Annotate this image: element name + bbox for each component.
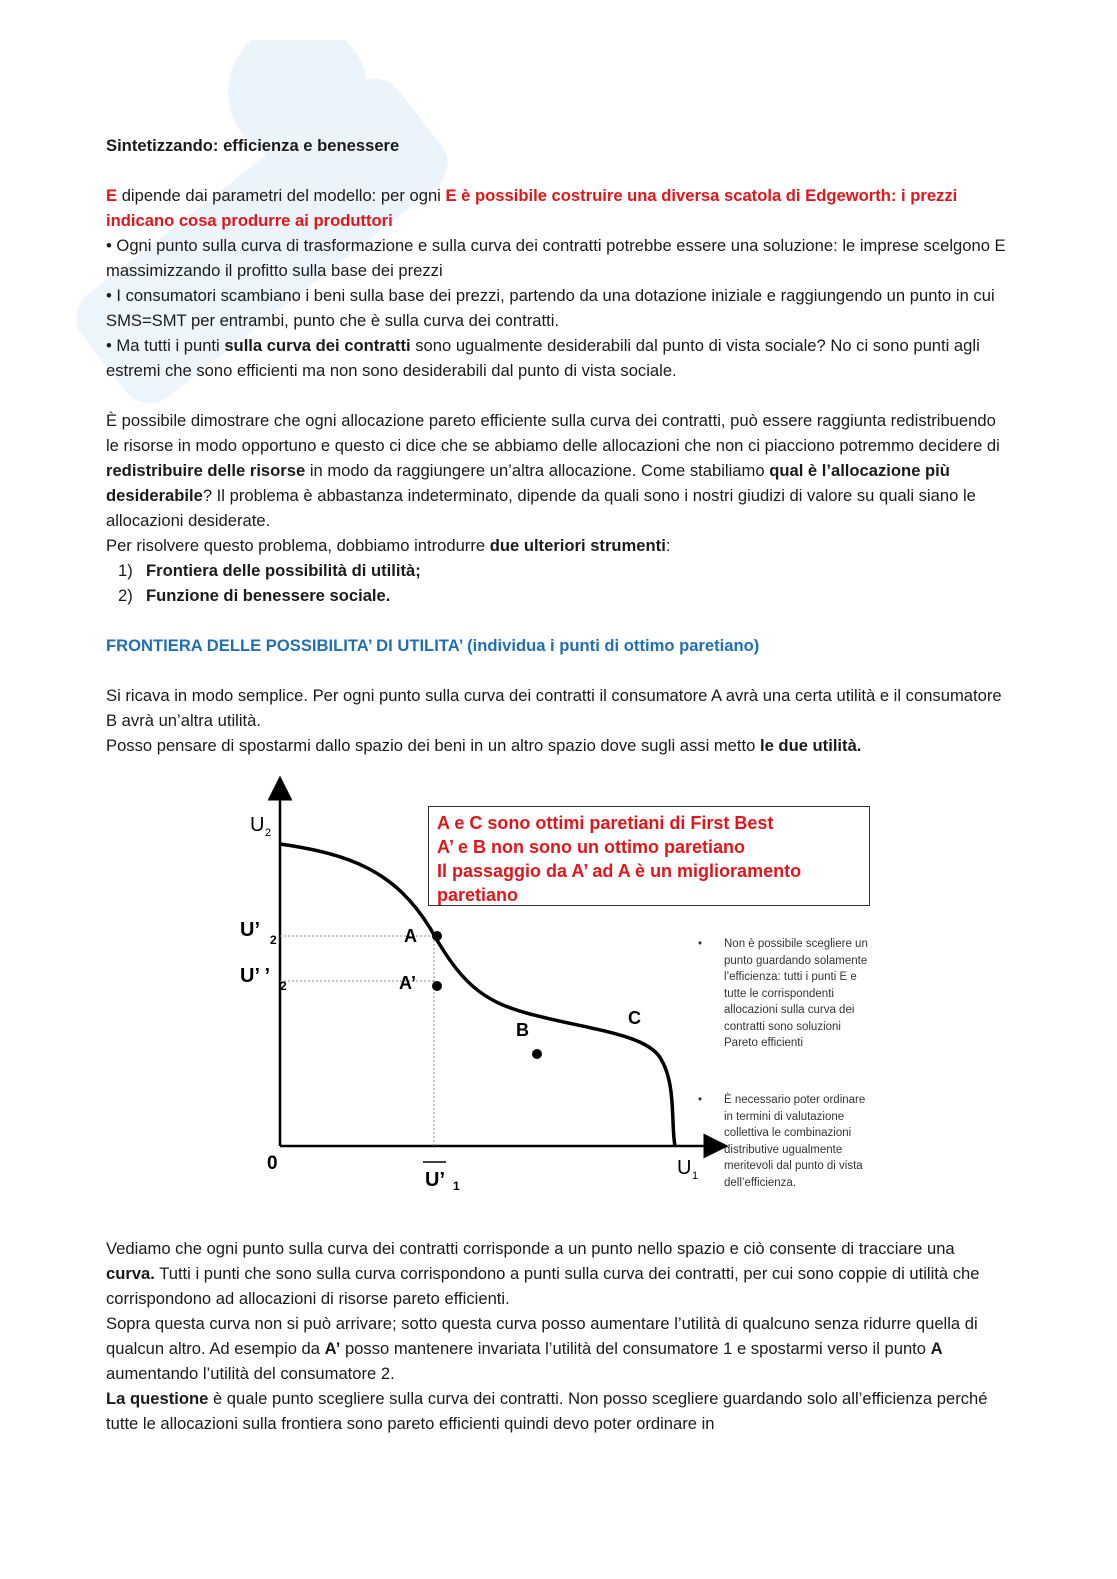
paragraph-curve: Vediamo che ogni punto sulla curva dei contratti corrisponde a un punto nello spazio e ciò consente di tracciare una curva. Tutti i punti che sono sulla curva corrispondono a punti sulla curva dei contratti, per cui sono coppie di utilità che corrispondono ad allocazioni di risorse pareto efficienti. Sopra questa curva non si può arrivare; sotto questa curva posso aumentare l’utilità di qualcuno senza ridurre quella di qualcun altro. Ad esempio da A’ posso mantenere invariata l’utilità del consumatore 1 e spostarmi verso il punto A aumentando l’utilità del consumatore 2. La questione è quale punto scegliere sulla curva dei contratti. Non posso scegliere guardando solo all’efficienza perché tutte le allocazioni sulla frontiera sono pareto efficienti quindi devo poter ordinare in <box>106 1239 988 1433</box>
u2-axis-sub: 2 <box>265 827 272 839</box>
u-prime-1-sub: 1 <box>453 1179 460 1193</box>
list-item: 1) Frontiera delle possibilità di utilità; <box>118 561 421 580</box>
section-heading: FRONTIERA DELLE POSSIBILITA’ DI UTILITA’ (individua i punti di ottimo paretiano) <box>106 636 760 655</box>
u1-axis-label: U <box>677 1157 692 1179</box>
bullet-2: • I consumatori scambiano i beni sulla base dei prezzi, partendo da una dotazione iniziale e raggiungendo un punto in cui SMS=SMT per entrambi, punto che è sulla curva dei contratti. <box>106 286 995 330</box>
u-dprime-2-sub: 2 <box>280 979 287 993</box>
point-a-label: A <box>404 926 417 946</box>
intro-text: dipende dai parametri del modello: per ogni <box>117 186 446 205</box>
legend-line: paretiano <box>437 885 519 905</box>
legend-line: Il passaggio da A’ ad A è un miglioramento <box>437 861 802 881</box>
legend-line: A e C sono ottimi paretiani di First Best <box>437 813 774 833</box>
point-a-marker <box>432 931 442 941</box>
point-b-label: B <box>516 1020 529 1040</box>
note-efficiency: • Non è possibile scegliere un punto guardando solamente l’efficienza: tutti i punti E e tutte le corrispondenti allocazioni sulla curva dei contratti sono soluzioni Pareto efficienti <box>698 938 868 1049</box>
point-b-marker <box>532 1049 542 1059</box>
u-prime-2-label: U’ <box>240 919 260 941</box>
tools-list <box>112 558 1006 608</box>
intro-e: E <box>106 186 118 205</box>
u2-axis-label: U <box>250 814 265 836</box>
legend-line: A’ e B non sono un ottimo paretiano <box>437 837 746 857</box>
paragraph-redistribution: È possibile dimostrare che ogni allocazione pareto efficiente sulla curva dei contratti, può essere raggiunta redistribuendo le risorse in modo opportuno e questo ci dice che se abbiamo delle allocazioni che non ci piacciono potremmo decidere di redistribuire delle risorse in modo da raggiungere un’altra allocazione. Come stabiliamo qual è l’allocazione più desiderabile? Il problema è abbastanza indeterminato, dipende da quali sono i nostri giudizi di valore su quali siano le allocazioni desiderate. Per risolvere questo problema, dobbiamo introdurre due ulteriori strumenti: 1) Frontiera delle possibilità di utilità; 2) Funzione di benessere sociale. <box>106 408 1006 608</box>
u-dprime-2-label: U’ ’ <box>240 965 271 987</box>
u1-axis-sub: 1 <box>692 1170 699 1182</box>
u-prime-1-label: U’ <box>425 1169 445 1191</box>
u-prime-2-sub: 2 <box>270 933 277 947</box>
legend-box <box>428 806 870 906</box>
note-collective-valuation: • È necessario poter ordinare in termini di valutazione collettiva le combinazioni distributive ugualmente meritevoli dal punto di vista dell’efficienza. <box>698 1094 866 1189</box>
list-item: 2) Funzione di benessere sociale. <box>118 586 391 605</box>
bullet-1: • Ogni punto sulla curva di trasformazione e sulla curva dei contratti potrebbe essere una soluzione: le imprese scelgono E massimizzando il profitto sulla base dei prezzi <box>106 236 1006 280</box>
origin-label: 0 <box>267 1153 278 1174</box>
paragraph-utility-space: Si ricava in modo semplice. Per ogni punto sulla curva dei contratti il consumatore A avrà una certa utilità e il consumatore B avrà un’altra utilità. Posso pensare di spostarmi dallo spazio dei beni in un altro spazio dove sugli assi metto le due utilità. <box>106 686 1002 755</box>
intro-paragraph <box>106 183 1006 383</box>
bullet-3: • Ma tutti i punti sulla curva dei contratti sono ugualmente desiderabili dal punto di vista sociale? No ci sono punti agli estremi che sono efficienti ma non sono desiderabili dal punto di vista sociale. <box>106 336 980 380</box>
point-a-prime-label: A’ <box>399 973 417 993</box>
page-title: Sintetizzando: efficienza e benessere <box>106 136 400 155</box>
point-c-label: C <box>628 1008 641 1028</box>
point-a-prime-marker <box>432 981 442 991</box>
intro-red-text: E è possibile costruire una diversa scatola di Edgeworth: i prezzi indicano cosa produrre ai produttori <box>106 186 958 230</box>
utility-frontier-figure <box>230 776 890 1216</box>
